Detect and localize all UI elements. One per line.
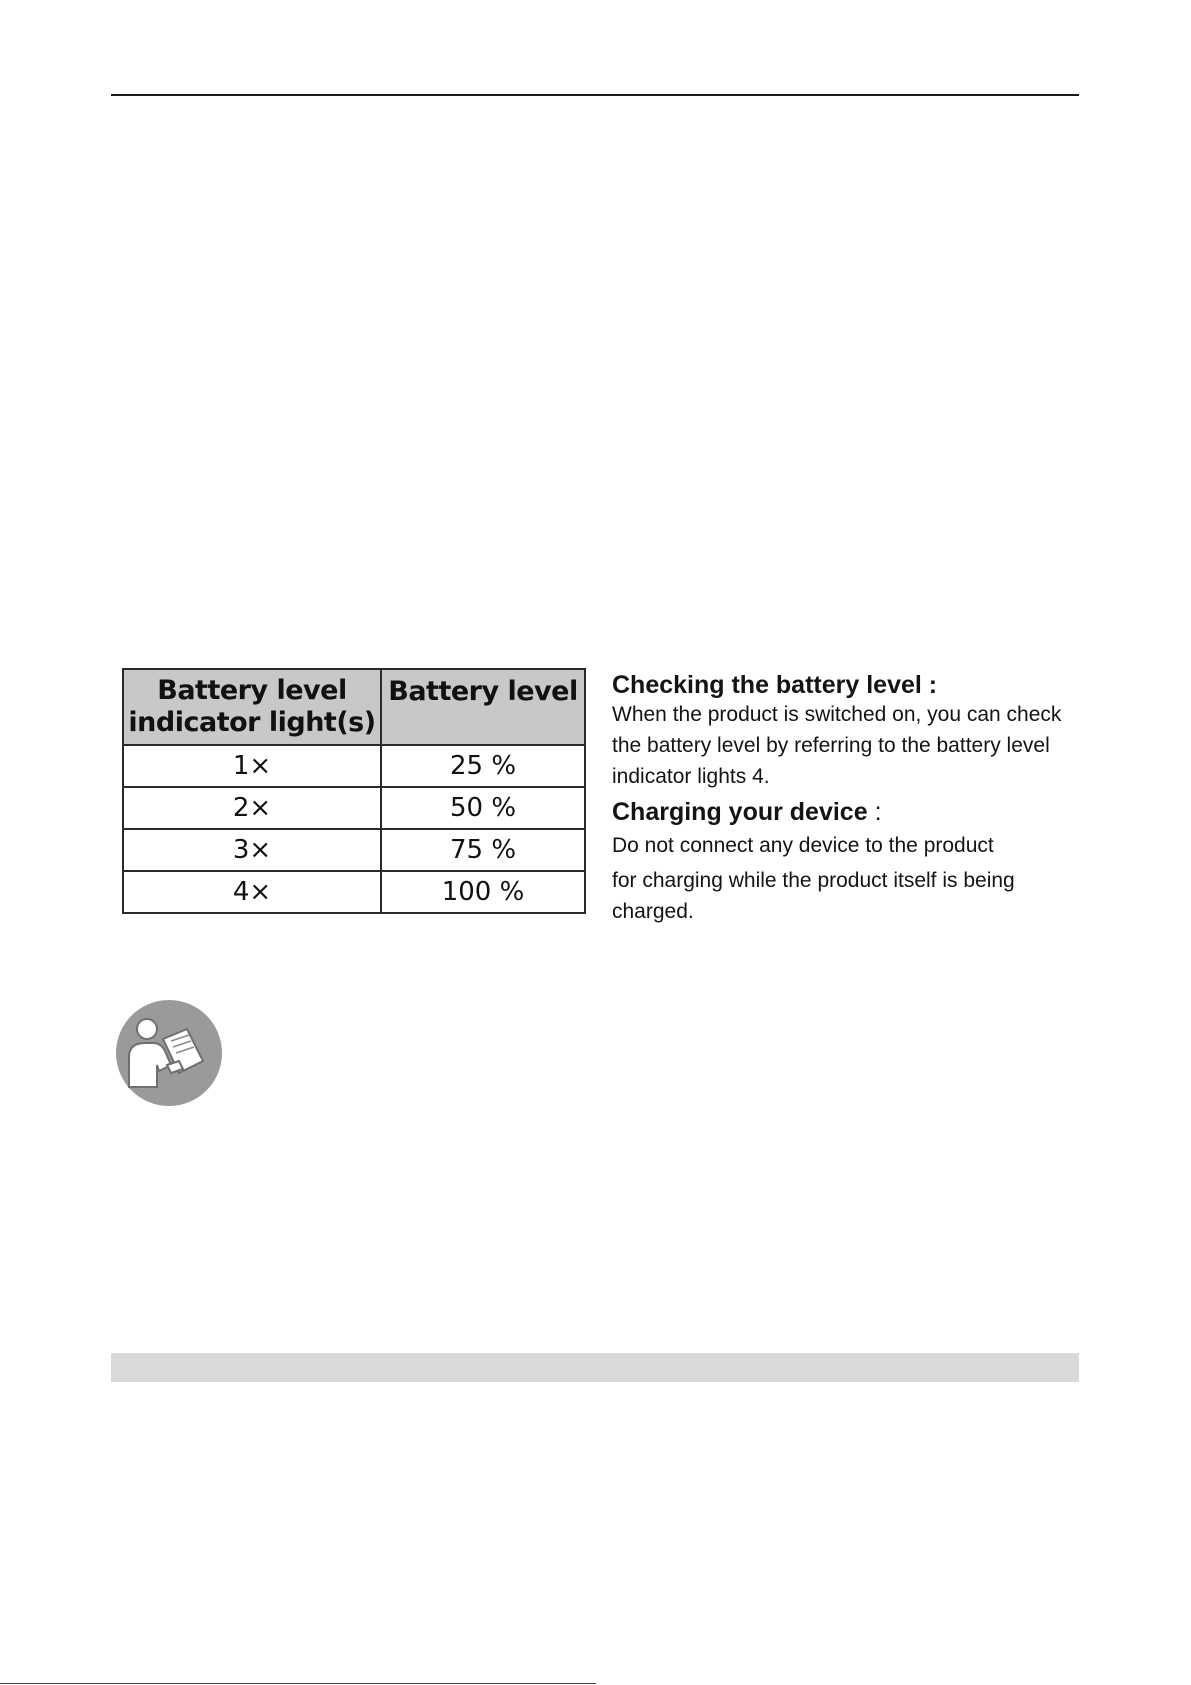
table-row (123, 829, 585, 871)
charging-text-line2: for charging while the product itself is being charged. (612, 869, 1015, 923)
charging-text (612, 830, 1082, 927)
table-row (123, 787, 585, 829)
charging-heading-text: Charging your device (612, 798, 868, 826)
charging-heading-colon: : (867, 798, 882, 826)
cell-level: 100 % (381, 871, 585, 913)
header-rule (111, 94, 1079, 96)
table-row (123, 871, 585, 913)
cell-level: 25 % (381, 745, 585, 787)
cell-lights: 1× (123, 745, 381, 787)
table-row (123, 745, 585, 787)
table-header-row (123, 669, 585, 745)
section-band (111, 1353, 1079, 1382)
footer-rule (0, 1683, 596, 1684)
charging-heading (612, 798, 1082, 826)
charging-text-line1: Do not connect any device to the product (612, 834, 994, 857)
cell-lights: 4× (123, 871, 381, 913)
battery-instructions (612, 671, 1082, 927)
cell-lights: 3× (123, 829, 381, 871)
cell-level: 50 % (381, 787, 585, 829)
header-battery-level: Battery level (381, 669, 585, 745)
battery-level-table (122, 668, 586, 914)
cell-lights: 2× (123, 787, 381, 829)
read-instructions-icon (115, 999, 223, 1107)
header-indicator-lights-line1: Battery level (157, 675, 347, 706)
checking-text: When the product is switched on, you can check the battery level by referring to the battery level indicator lights 4. (612, 703, 1062, 788)
header-indicator-lights-line2: indicator light(s) (128, 707, 376, 738)
header-indicator-lights (123, 669, 381, 745)
cell-level: 75 % (381, 829, 585, 871)
checking-heading: Checking the battery level : (612, 671, 938, 699)
icon-person-head (137, 1019, 157, 1039)
